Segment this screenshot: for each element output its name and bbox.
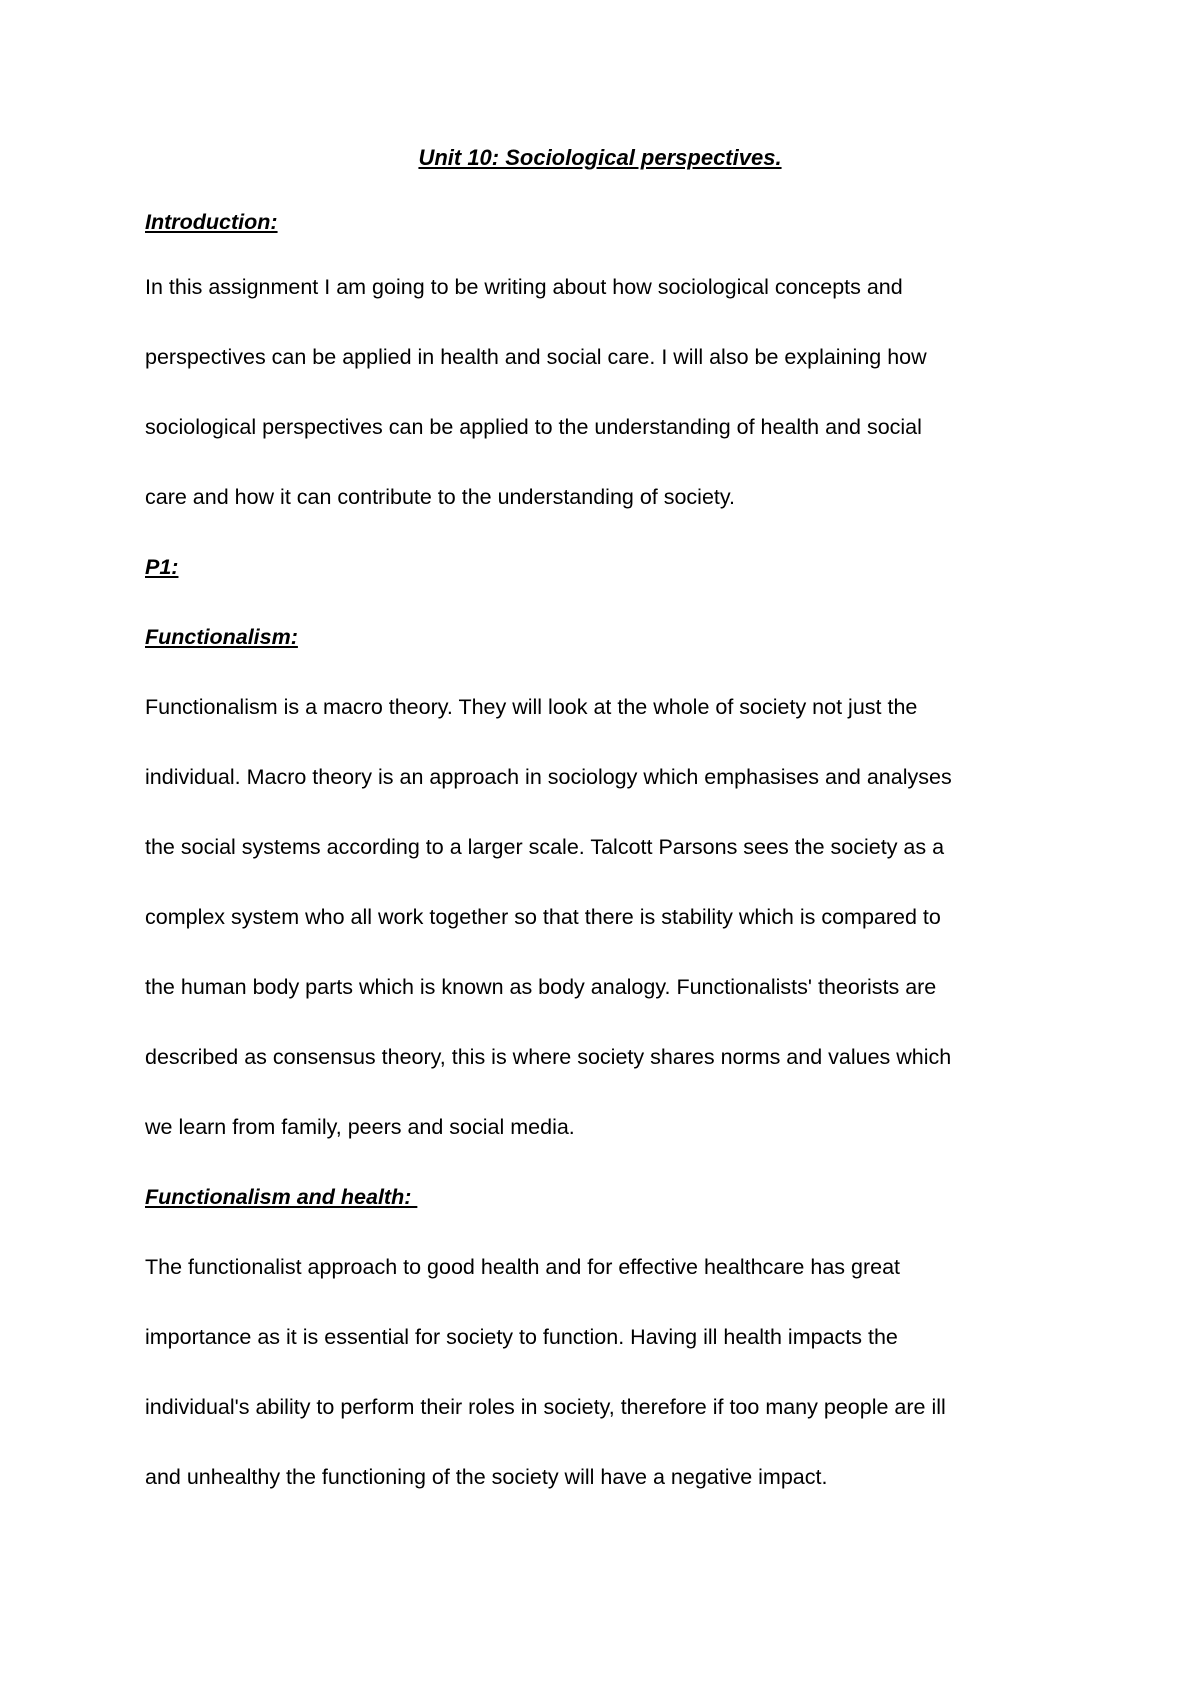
functionalism-line-4: complex system who all work together so that there is stability which is compared to [145,905,941,929]
functionalism-health-line-2: importance as it is essential for society to function. Having ill health impacts the [145,1325,898,1349]
functionalism-line-2: individual. Macro theory is an approach in sociology which emphasises and analyses [145,765,952,789]
functionalism-health-heading: Functionalism and health: [145,1185,418,1209]
functionalism-line-5: the human body parts which is known as body analogy. Functionalists' theorists are [145,975,937,999]
functionalism-health-line-4: and unhealthy the functioning of the society will have a negative impact. [145,1465,828,1489]
introduction-line-1: In this assignment I am going to be writing about how sociological concepts and [145,275,903,299]
functionalism-line-7: we learn from family, peers and social media. [145,1115,575,1139]
functionalism-heading: Functionalism: [145,625,298,649]
p1-heading: P1: [145,555,179,579]
functionalism-line-3: the social systems according to a larger scale. Talcott Parsons sees the society as a [145,835,945,859]
introduction-line-4: care and how it can contribute to the understanding of society. [145,485,736,509]
functionalism-health-line-1: The functionalist approach to good health and for effective healthcare has great [145,1255,900,1279]
functionalism-health-line-3: individual's ability to perform their roles in society, therefore if too many people are ill [145,1395,946,1419]
functionalism-line-6: described as consensus theory, this is where society shares norms and values which [145,1045,952,1069]
functionalism-line-1: Functionalism is a macro theory. They will look at the whole of society not just the [145,695,918,719]
introduction-line-3: sociological perspectives can be applied to the understanding of health and social [145,415,922,439]
document-title: Unit 10: Sociological perspectives. [418,145,782,170]
introduction-line-2: perspectives can be applied in health and social care. I will also be explaining how [145,345,927,369]
introduction-heading: Introduction: [145,210,278,234]
